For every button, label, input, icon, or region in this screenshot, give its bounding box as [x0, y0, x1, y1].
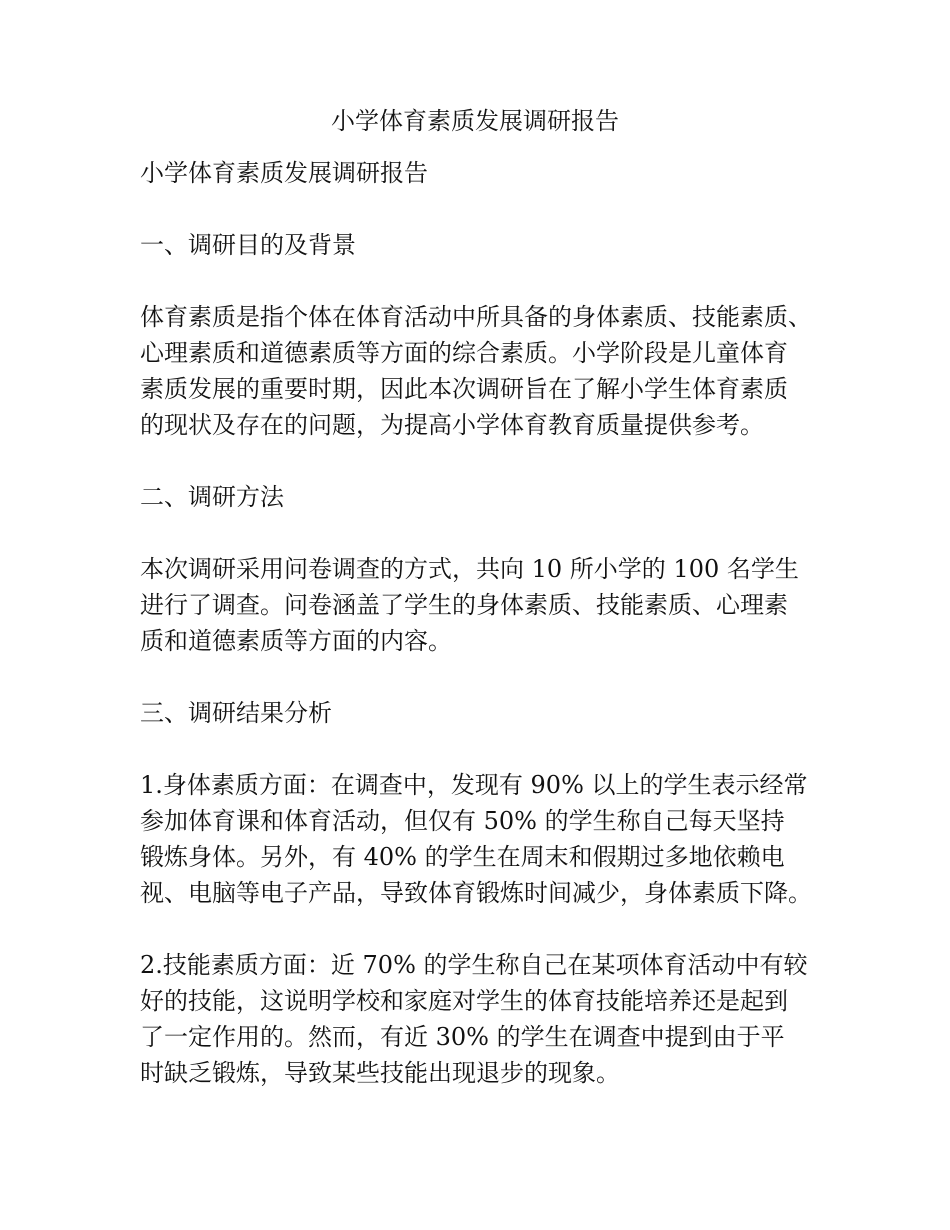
text-line: 心理素质和道德素质等方面的综合素质。小学阶段是儿童体育 — [140, 339, 788, 367]
text-line: 进行了调查。问卷涵盖了学生的身体素质、技能素质、心理素 — [140, 591, 788, 619]
section-heading-results — [140, 695, 840, 731]
text-line: 小学体育素质发展调研报告 — [140, 159, 428, 187]
paragraph-method — [140, 551, 840, 659]
paragraph-skills — [140, 947, 840, 1091]
text-line: 二、调研方法 — [140, 483, 284, 511]
text-line: 视、电脑等电子产品，导致体育锻炼时间减少，身体素质下降。 — [140, 879, 812, 907]
text-line: 的现状及存在的问题，为提高小学体育教育质量提供参考。 — [140, 411, 764, 439]
page-title: 小学体育素质发展调研报告 — [331, 107, 619, 135]
text-line: 本次调研采用问卷调查的方式，共向 10 所小学的 100 名学生 — [140, 555, 799, 583]
document-body — [140, 155, 840, 1127]
text-line: 体育素质是指个体在体育活动中所具备的身体素质、技能素质、 — [140, 303, 812, 331]
section-heading-method — [140, 479, 840, 515]
section-heading-purpose — [140, 227, 840, 263]
text-line: 好的技能，这说明学校和家庭对学生的体育技能培养还是起到 — [140, 987, 788, 1015]
paragraph-background — [140, 299, 840, 443]
text-line: 素质发展的重要时期，因此本次调研旨在了解小学生体育素质 — [140, 375, 788, 403]
paragraph-physical — [140, 767, 840, 911]
paragraph-subtitle — [140, 155, 840, 191]
text-line: 三、调研结果分析 — [140, 699, 332, 727]
text-line: 一、调研目的及背景 — [140, 231, 356, 259]
text-line: 了一定作用的。然而，有近 30% 的学生在调查中提到由于平 — [140, 1023, 785, 1051]
text-line: 锻炼身体。另外，有 40% 的学生在周末和假期过多地依赖电 — [140, 843, 785, 871]
text-line: 参加体育课和体育活动，但仅有 50% 的学生称自己每天坚持 — [140, 807, 785, 835]
text-line: 1.身体素质方面：在调查中，发现有 90% 以上的学生表示经常 — [140, 771, 808, 799]
text-line: 2.技能素质方面：近 70% 的学生称自己在某项体育活动中有较 — [140, 951, 808, 979]
text-line: 质和道德素质等方面的内容。 — [140, 627, 452, 655]
text-line: 时缺乏锻炼，导致某些技能出现退步的现象。 — [140, 1059, 620, 1087]
